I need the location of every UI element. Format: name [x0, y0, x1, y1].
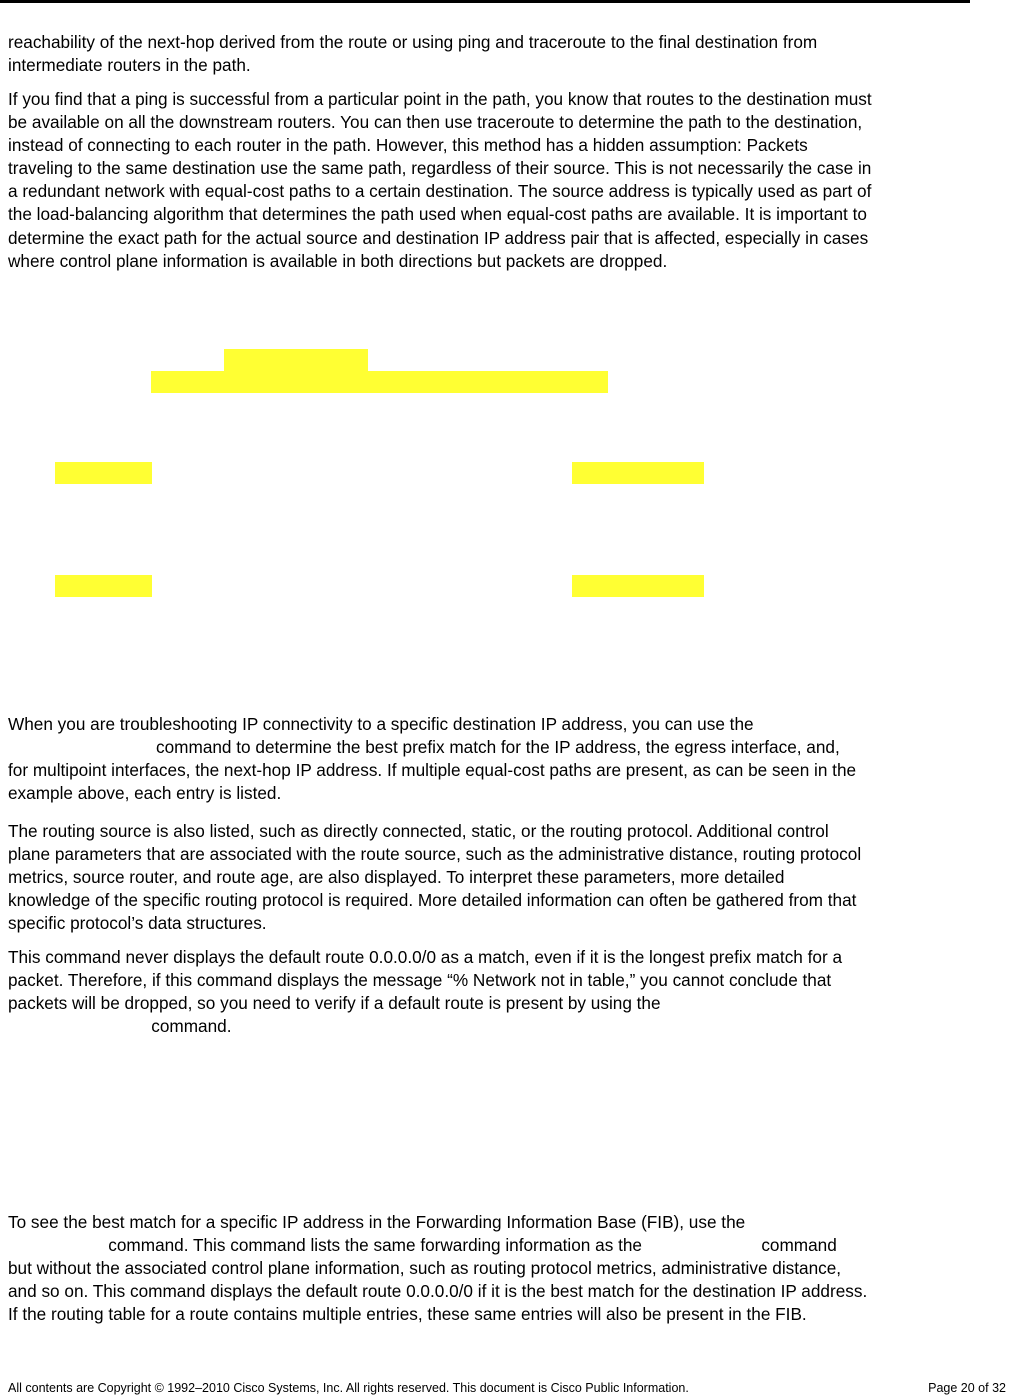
- text-line: but without the associated control plane information, such as routing protocol metrics, administrative distance,: [8, 1258, 842, 1279]
- highlight-block: [224, 349, 368, 371]
- paragraph-2: [8, 88, 1010, 273]
- text-line: To see the best match for a specific IP address in the Forwarding Information Base (FIB), use the: [8, 1212, 746, 1232]
- text-line: a redundant network with equal-cost paths to a certain destination. The source address is typically used as part of: [8, 181, 872, 202]
- text-line: command to determine the best prefix match for the IP address, the egress interface, and,: [8, 737, 840, 758]
- text-line: command. This command lists the same forwarding information as the command: [8, 1235, 837, 1256]
- paragraph-6: [8, 1211, 1010, 1326]
- text-line: This command never displays the default route 0.0.0.0/0 as a match, even if it is the longest prefix match for a: [8, 947, 843, 967]
- text-line: reachability of the next-hop derived from the route or using ping and traceroute to the final destination from: [8, 32, 818, 52]
- text-line: When you are troubleshooting IP connectivity to a specific destination IP address, you can use the: [8, 714, 754, 734]
- paragraph-1: [8, 31, 1010, 77]
- text-line: example above, each entry is listed.: [8, 783, 282, 804]
- text-line: plane parameters that are associated with the route source, such as the administrative distance, routing protocol: [8, 844, 862, 865]
- text-line: instead of connecting to each router in the path. However, this method has a hidden assumption: Packets: [8, 135, 808, 156]
- text-line: traveling to the same destination use the same path, regardless of their source. This is not necessarily the case in: [8, 158, 872, 179]
- text-line: be available on all the downstream routers. You can then use traceroute to determine the path to the destination,: [8, 112, 863, 133]
- text-line: for multipoint interfaces, the next-hop IP address. If multiple equal-cost paths are present, as can be seen in the: [8, 760, 857, 781]
- highlight-block: [151, 371, 608, 393]
- text-line: where control plane information is available in both directions but packets are dropped.: [8, 250, 668, 271]
- footer-page-number: Page 20 of 32: [928, 1381, 1006, 1395]
- text-line: intermediate routers in the path.: [8, 55, 251, 76]
- highlight-block: [572, 575, 704, 597]
- highlight-block: [55, 462, 152, 484]
- paragraph-3: [8, 713, 1010, 805]
- text-line: determine the exact path for the actual source and destination IP address pair that is affected, especially in cases: [8, 227, 869, 248]
- text-line: packet. Therefore, if this command displays the message “% Network not in table,” you cannot conclude that: [8, 970, 832, 991]
- text-line: the load-balancing algorithm that determines the path used when equal-cost paths are available. It is important to: [8, 204, 867, 225]
- paragraph-5: [8, 946, 1010, 1038]
- paragraph-4: [8, 820, 1010, 935]
- highlight-block: [572, 462, 704, 484]
- text-line: If you find that a ping is successful from a particular point in the path, you know that routes to the destination must: [8, 89, 872, 109]
- text-line: command.: [8, 1016, 232, 1037]
- top-rule: [0, 0, 970, 3]
- text-line: If the routing table for a route contains multiple entries, these same entries will also be present in the FIB.: [8, 1304, 807, 1325]
- footer-copyright: All contents are Copyright © 1992–2010 Cisco Systems, Inc. All rights reserved. This document is Cisco Public Information.: [8, 1381, 689, 1395]
- text-line: knowledge of the specific routing protocol is required. More detailed information can often be gathered from that: [8, 890, 857, 911]
- highlight-block: [55, 575, 152, 597]
- text-line: packets will be dropped, so you need to verify if a default route is present by using the: [8, 993, 661, 1014]
- text-line: The routing source is also listed, such as directly connected, static, or the routing protocol. Additional control: [8, 821, 829, 841]
- text-line: and so on. This command displays the default route 0.0.0.0/0 if it is the best match for the destination IP address.: [8, 1281, 868, 1302]
- text-line: metrics, source router, and route age, are also displayed. To interpret these parameters, more detailed: [8, 867, 785, 888]
- text-line: specific protocol’s data structures.: [8, 913, 267, 934]
